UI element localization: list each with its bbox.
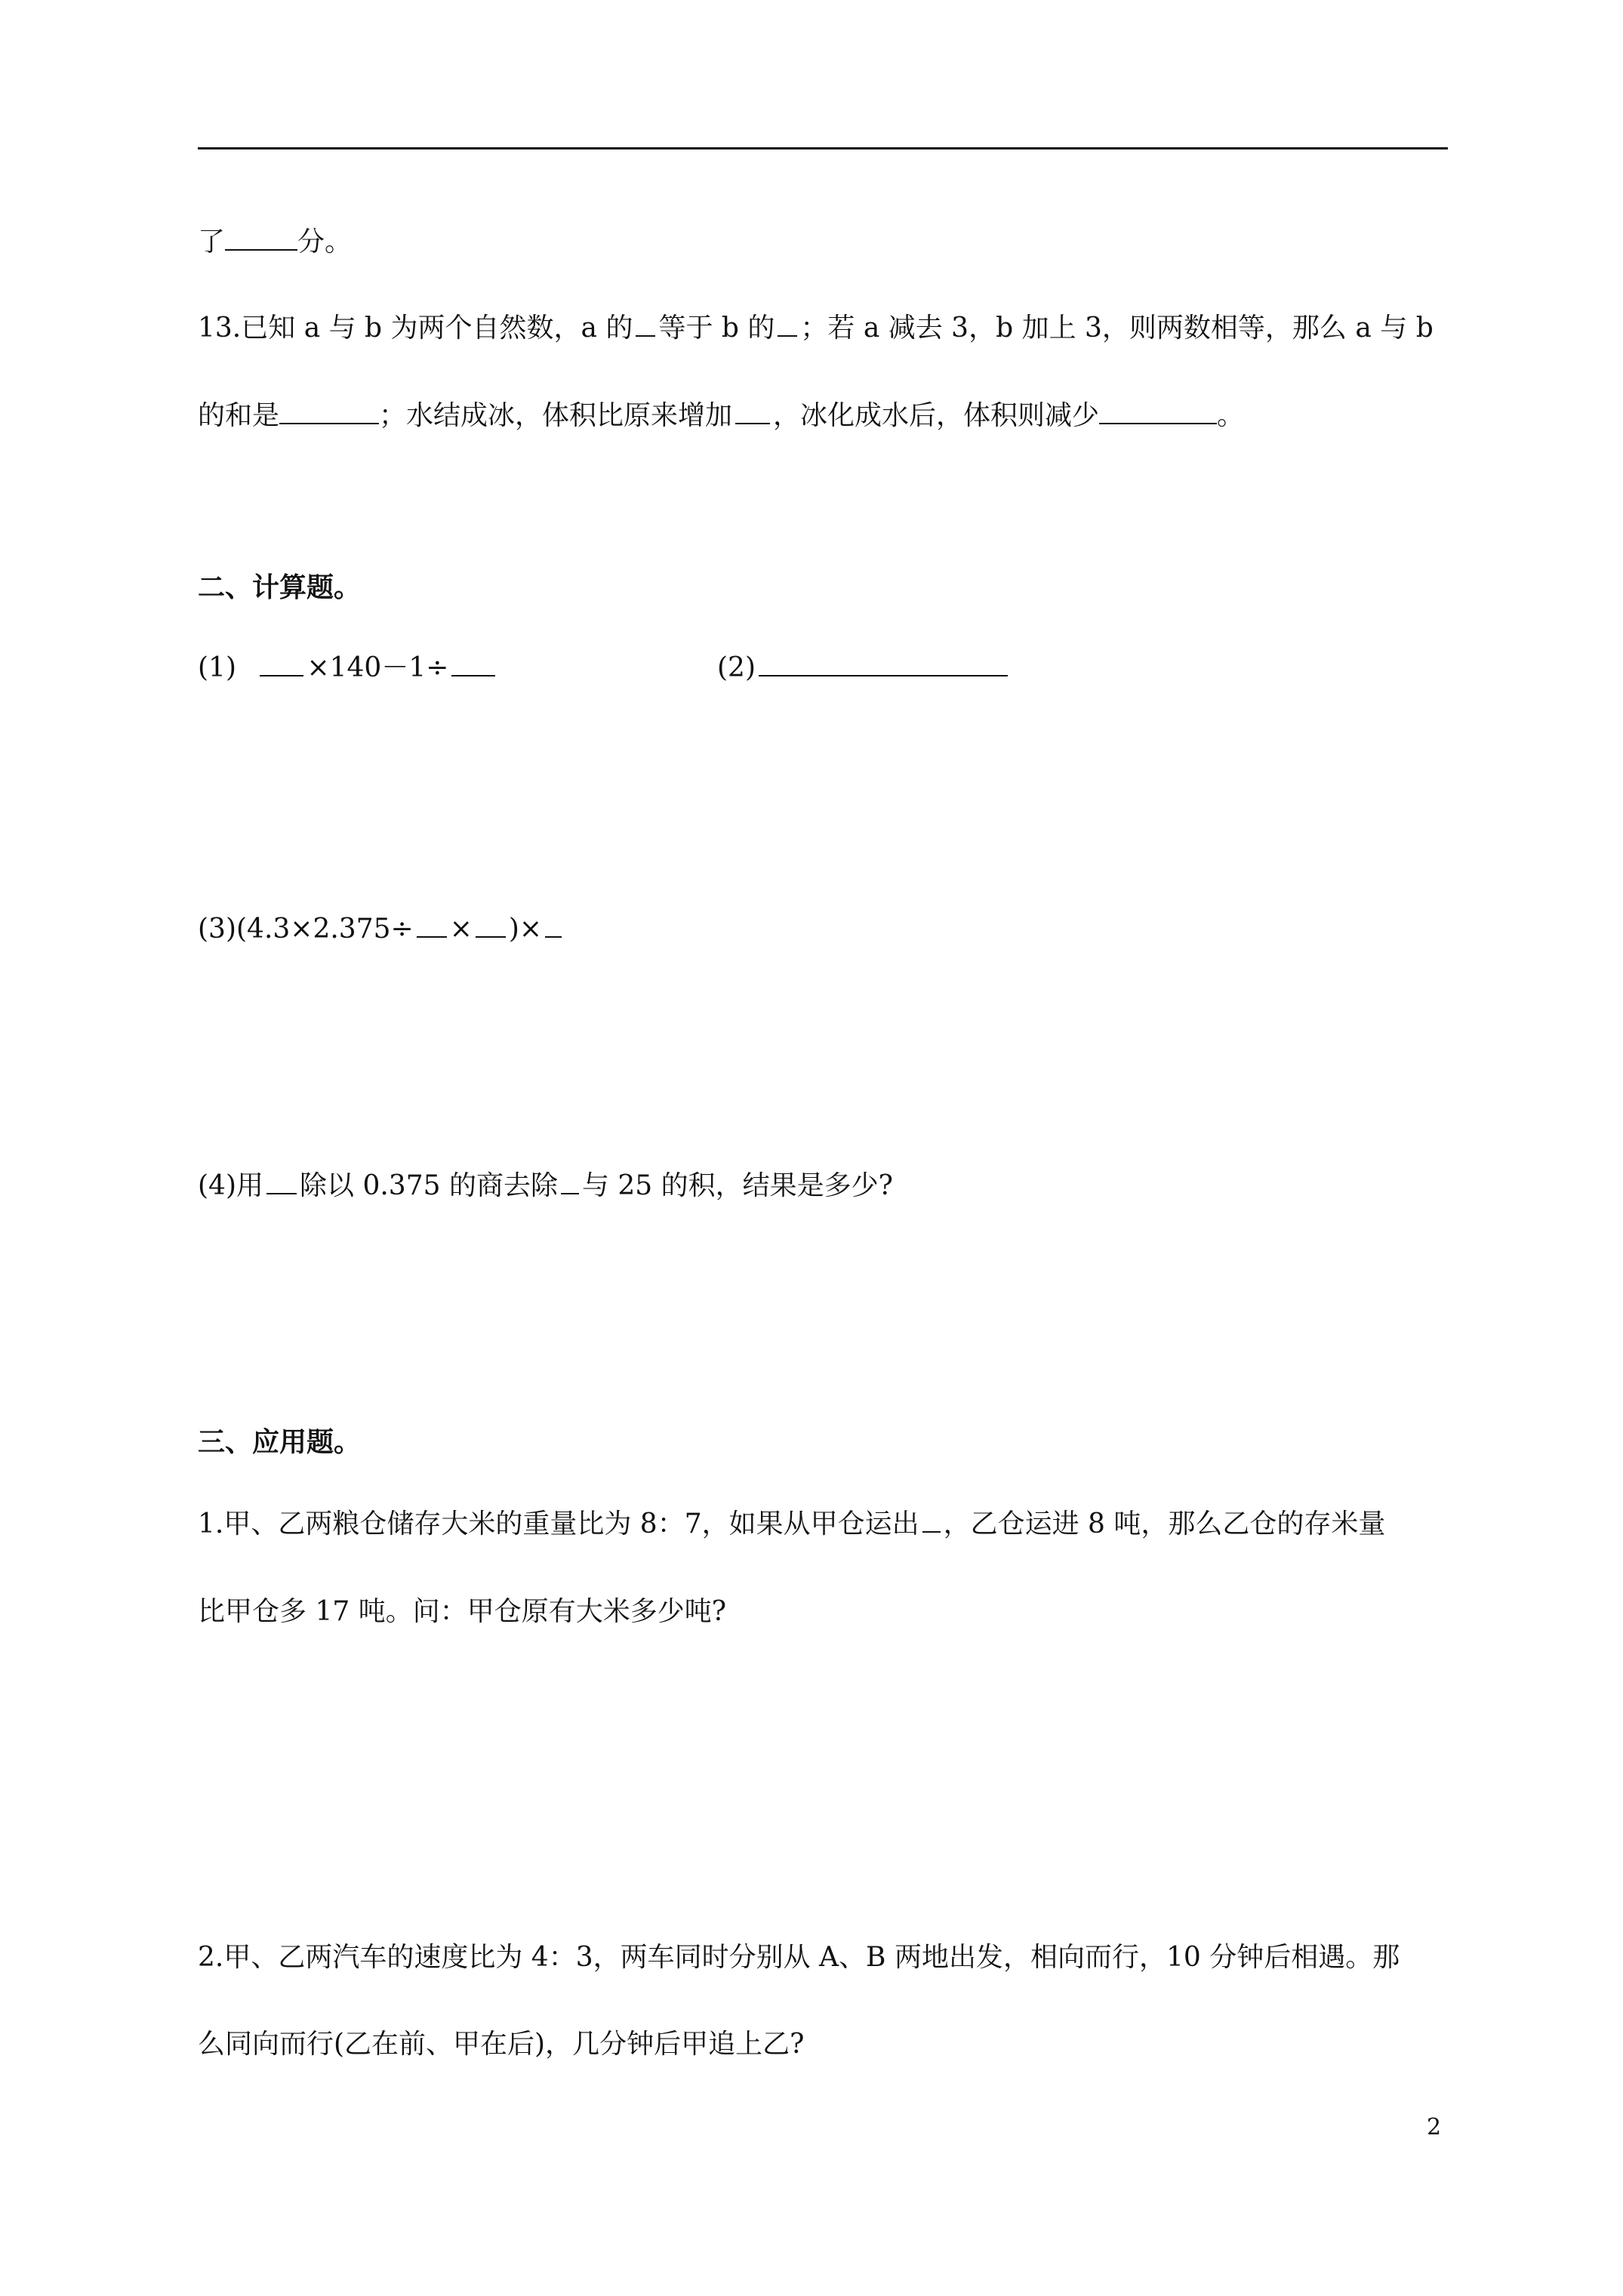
app-q2-line-2: 么同向而行(乙在前、甲在后)，几分钟后甲追上乙?: [198, 2029, 805, 2060]
fraction-bar: [451, 657, 495, 676]
page-number: 2: [1427, 2114, 1442, 2140]
q12-tail-post: 分。: [297, 227, 353, 257]
calc-problem-2: [717, 651, 1008, 686]
calc-2-label: (2): [717, 652, 756, 683]
fraction-bar: [778, 317, 797, 337]
header-rule: [198, 147, 1448, 149]
fraction-bar: [260, 657, 303, 676]
q13-text-d: 的和是: [198, 400, 280, 431]
calc-problem-4: [198, 1169, 893, 1203]
fraction-bar: [476, 918, 506, 938]
q12-answer-blank[interactable]: [225, 227, 297, 251]
fraction-bar: [561, 1175, 579, 1194]
app-q1-line-1: [198, 1507, 1385, 1542]
calc-3-text-c: )×: [508, 914, 543, 945]
fraction-bar: [922, 1513, 941, 1533]
calc-1-label: (1): [198, 652, 236, 683]
q13-answer-blank-1[interactable]: [279, 400, 379, 424]
q13-line-1: [198, 311, 1434, 346]
section-2-heading: 二、计算题。: [198, 572, 362, 603]
calc-3-text-b: ×: [449, 914, 473, 945]
fraction-bar: [545, 918, 562, 938]
q13-answer-blank-2[interactable]: [1099, 400, 1217, 424]
fraction-bar: [735, 405, 770, 424]
section-3-heading: 三、应用题。: [198, 1426, 362, 1458]
q13-text-c: ；若 a 减去 3，b 加上 3，则两数相等，那么 a 与 b: [800, 313, 1434, 344]
app-q1-line-2: 比甲仓多 17 吨。问：甲仓原有大米多少吨?: [198, 1596, 726, 1627]
calc-problem-1: [198, 651, 498, 686]
calc-4-text-b: 除以 0.375 的商去除: [300, 1170, 558, 1201]
app-q2-line-1: 2.甲、乙两汽车的速度比为 4：3，两车同时分别从 A、B 两地出发，相向而行，10 分钟后相遇。那: [198, 1942, 1400, 1973]
app-q1-text-b: ，乙仓运进 8 吨，那么乙仓的存米量: [943, 1509, 1386, 1539]
q13-text-a: 13.已知 a 与 b 为两个自然数，a 的: [198, 313, 633, 344]
q13-line-2: [198, 399, 1244, 433]
q13-text-f: ，冰化成水后，体积则减少: [773, 400, 1100, 431]
q13-text-b: 等于 b 的: [658, 313, 775, 344]
fraction-bar: [417, 918, 447, 938]
q13-text-e: ；水结成冰，体积比原来增加: [379, 400, 733, 431]
calc-4-text-a: (4)用: [198, 1170, 263, 1201]
q13-text-g: 。: [1217, 400, 1245, 431]
fraction-bar: [266, 1175, 297, 1194]
fraction-bar: [636, 317, 655, 337]
calc-problem-3: [198, 912, 565, 947]
calc-3-text-a: (3)(4.3×2.375÷: [198, 914, 414, 945]
app-q1-text-a: 1.甲、乙两粮仓储存大米的重量比为 8：7，如果从甲仓运出: [198, 1509, 919, 1539]
calc-4-text-c: 与 25 的积，结果是多少?: [581, 1170, 893, 1201]
q12-tail-pre: 了: [198, 227, 226, 257]
calc-1-expression: ×140－1÷: [306, 652, 449, 683]
fraction-bar: [759, 657, 1008, 676]
q12-tail-line: [198, 225, 352, 260]
